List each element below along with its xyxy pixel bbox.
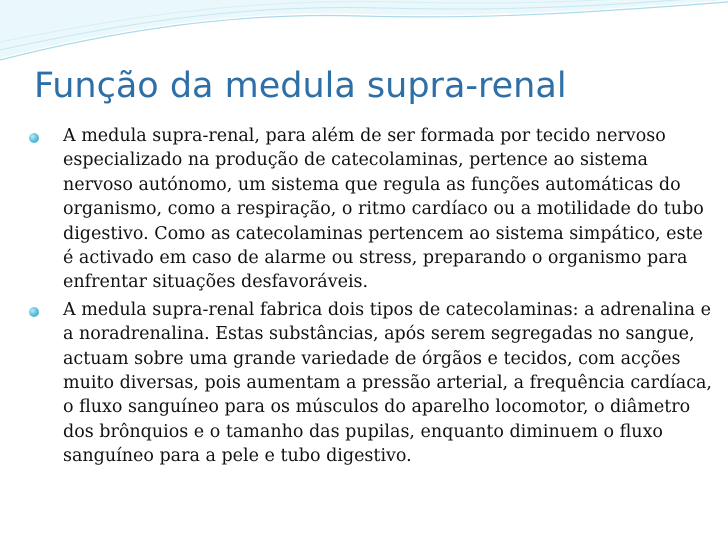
slide-title: Função da medula supra-renal [34,66,567,106]
bullet-dot-icon [29,307,39,317]
bullet-item [26,298,716,469]
bullet-dot-icon [29,133,39,143]
bullet-text: A medula supra-renal, para além de ser formada por tecido nervoso especializado na produção de catecolaminas, pertence ao sistema nervoso autónomo, um sistema que regula as funções automáticas do organismo, como a respiração, o ritmo cardíaco ou a motilidade do tubo digestivo. Como as catecolaminas pertencem ao sistema simpático, este é activado em caso de alarme ou stress, preparando o organismo para enfrentar situações desfavoráveis. [63,126,704,293]
bullet-list [26,124,716,472]
bullet-item [26,124,716,295]
bullet-text: A medula supra-renal fabrica dois tipos de catecolaminas: a adrenalina e a noradrenalina. Estas substâncias, após serem segregadas no sangue, actuam sobre uma grande variedade de órgãos e tecidos, com acções muito diversas, pois aumentam a pressão arterial, a frequência cardíaca, o fluxo sanguíneo para os músculos do aparelho locomotor, o diâmetro dos brônquios e o tamanho das pupilas, enquanto diminuem o fluxo sanguíneo para a pele e tubo digestivo. [63,299,712,467]
